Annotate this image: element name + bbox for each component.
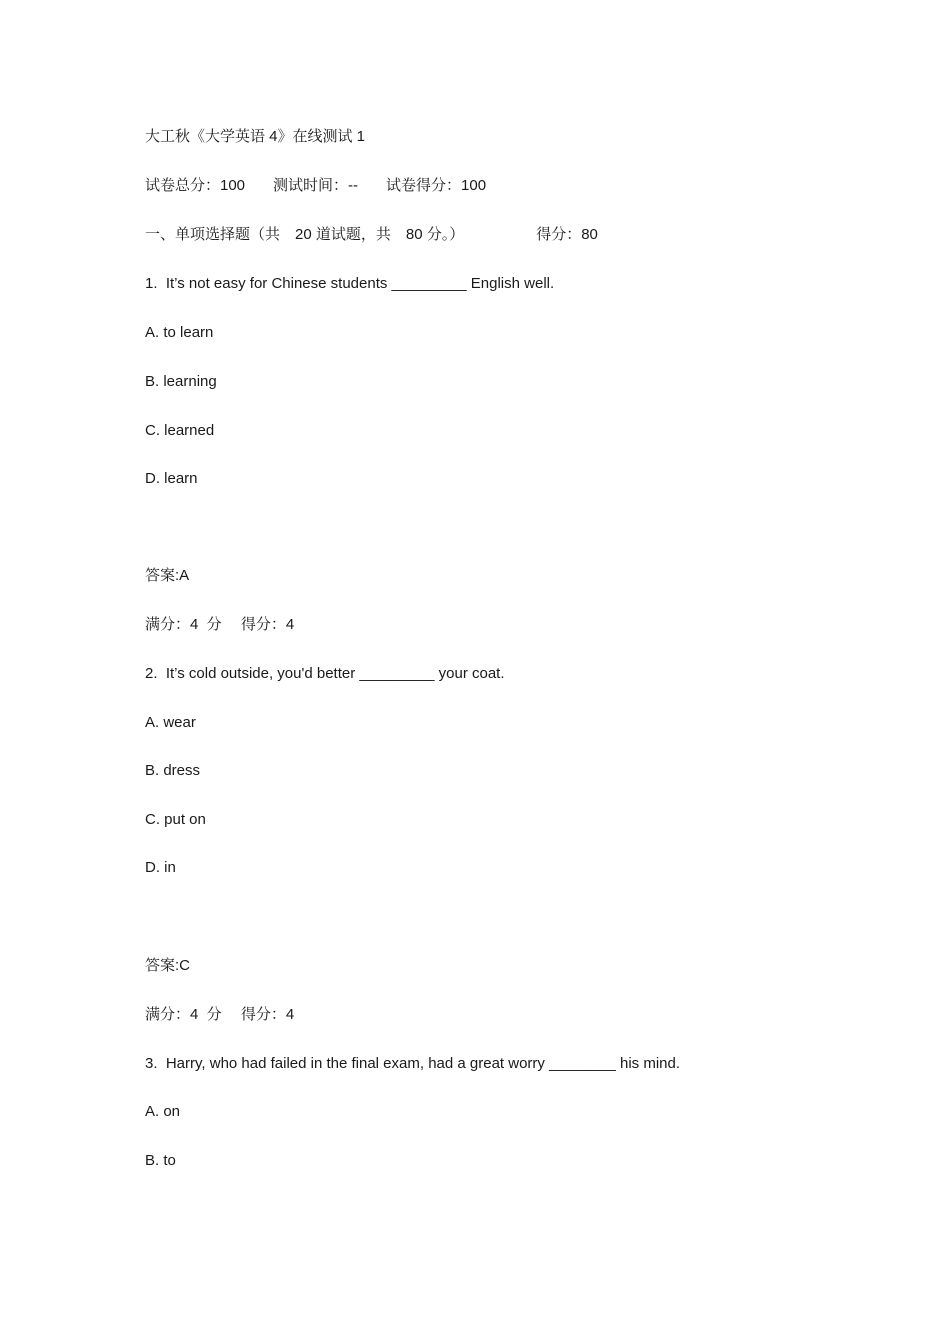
- section-score: 得分：80: [536, 226, 598, 243]
- option-c: C. learned: [145, 422, 215, 439]
- section-header: [145, 225, 598, 245]
- answer: 答案:A: [145, 567, 190, 584]
- option-d: D. learn: [145, 470, 198, 487]
- document-title: 大工秋《大学英语 4》在线测试 1: [145, 128, 366, 145]
- question-stem: 1. It’s not easy for Chinese students _________ English well.: [145, 275, 555, 292]
- option-a: A. wear: [145, 714, 196, 731]
- question-points: 满分：4 分 得分：4: [145, 1006, 295, 1023]
- option-d: D. in: [145, 859, 176, 876]
- question-stem: 3. Harry, who had failed in the final exam, had a great worry ________ his mind.: [145, 1055, 681, 1072]
- test-time: 测试时间：--: [273, 177, 359, 194]
- question-points: 满分：4 分 得分：4: [145, 616, 295, 633]
- answer: 答案:C: [145, 957, 191, 974]
- option-a: A. to learn: [145, 324, 214, 341]
- exam-summary: [145, 176, 486, 196]
- question-stem: 2. It’s cold outside, you'd better _________ your coat.: [145, 665, 505, 682]
- total-score: 试卷总分：100: [145, 177, 246, 194]
- option-c: C. put on: [145, 811, 206, 828]
- option-b: B. to: [145, 1152, 176, 1169]
- option-b: B. dress: [145, 762, 201, 779]
- exam-score: 试卷得分：100: [386, 177, 487, 194]
- option-a: A. on: [145, 1103, 181, 1120]
- option-b: B. learning: [145, 373, 217, 390]
- section-heading: 一、单项选择题（共 20 道试题，共 80 分。）: [145, 226, 465, 243]
